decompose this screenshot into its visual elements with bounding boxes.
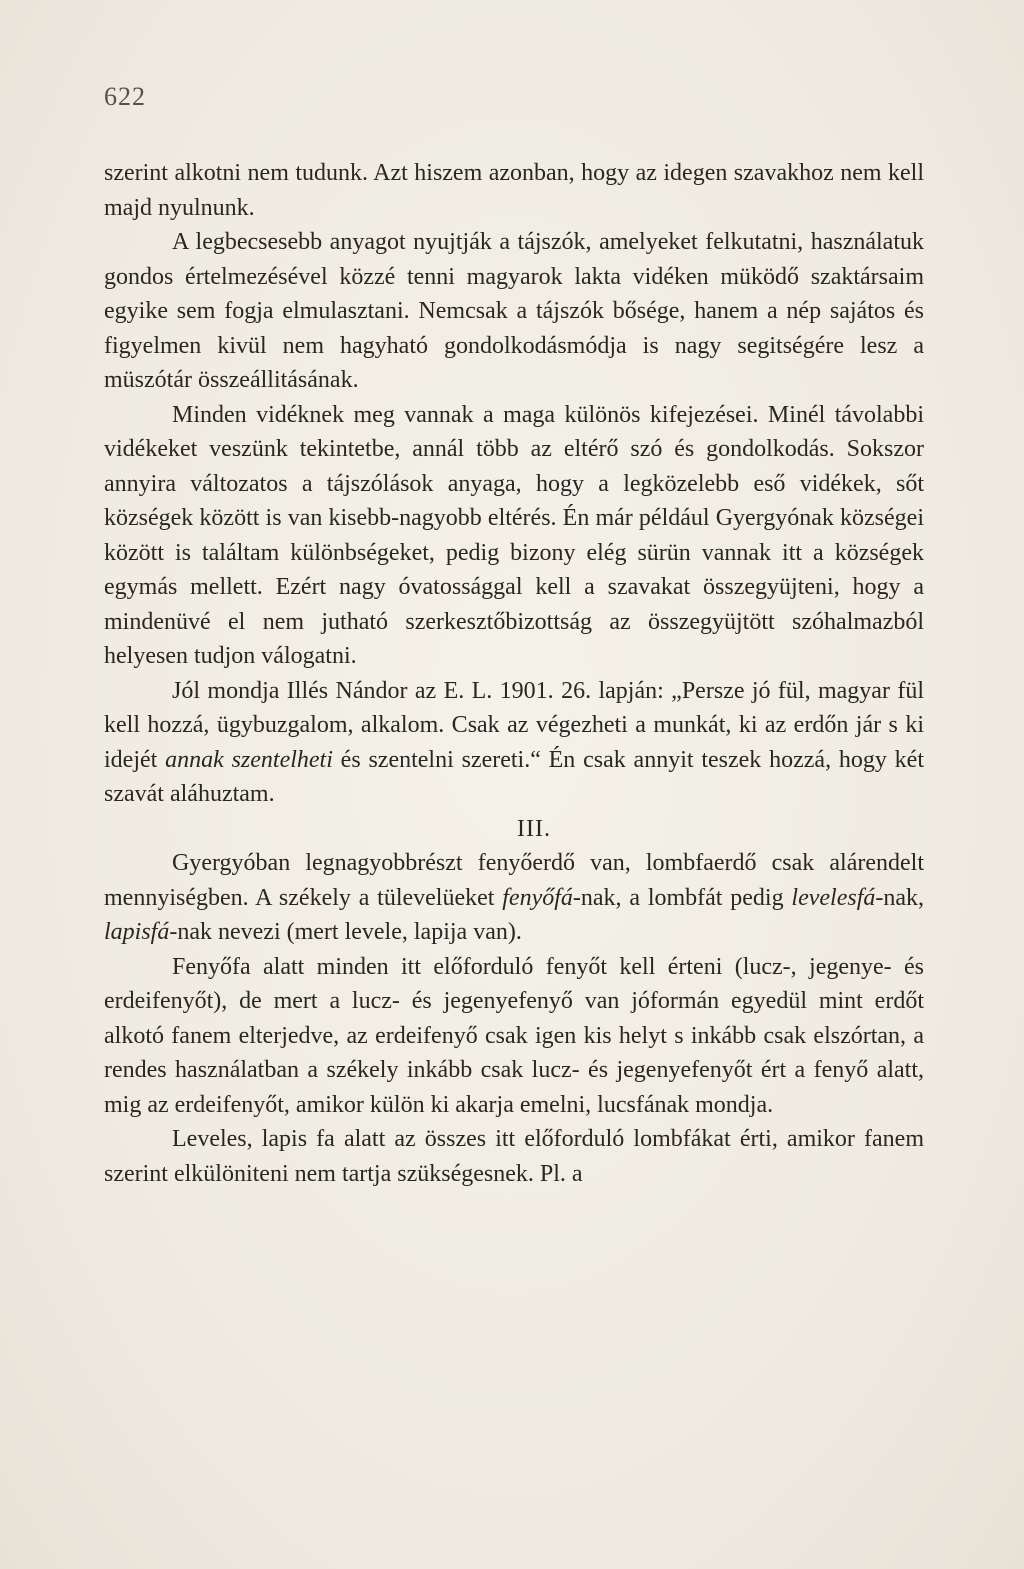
text-run: -nak nevezi (mert levele, lapija van). <box>169 919 522 945</box>
paragraph <box>104 674 924 812</box>
text-run: Leveles, lapis fa alatt az összes itt előforduló lombfákat érti, amikor fanem szerint elkülöniteni nem tartja szükségesnek. Pl. a <box>104 1126 924 1187</box>
paragraph <box>104 225 924 398</box>
text-run: A legbecsesebb anyagot nyujtják a tájszók, amelyeket felkutatni, használatuk gondos értelmezésével közzé tenni magyarok lakta vidéken müködő szaktársaim egyike sem fogja elmulasztani. Nemcsak a tájszók bősége, hanem a nép sajátos és figyelmen kivül nem hagyható gondolkodásmódja is nagy segitségére lesz a müszótár összeállitásának. <box>104 229 924 393</box>
italic-term: fenyőfá <box>502 884 573 911</box>
italic-term: annak szentelheti <box>165 746 333 773</box>
text-run: Gyergyóban legnagyobbrészt fenyőerdő van, lombfaerdő csak alárendelt mennyiségben. A székely a tülevelüeket <box>104 850 924 911</box>
paragraph <box>104 398 924 674</box>
page-number: 622 <box>104 82 146 111</box>
text-run: Minden vidéknek meg vannak a maga különös kifejezései. Minél távolabbi vidékeket veszünk tekintetbe, annál több az eltérő szó és gondolkodás. Sokszor annyira változatos a tájszólások anyaga, hogy a legközelebb eső vidékek, sőt községek között is van kisebb-nagyobb eltérés. Én már például Gyergyónak községei között is találtam különbségeket, pedig bizony elég sürün vannak itt a községek egymás mellett. Ezért nagy óvatossággal kell a szavakat összegyüjteni, hogy a mindenüvé el nem jutható szerkesztőbizottság az összegyüjtött szóhalmazból helyesen tudjon válogatni. <box>104 401 924 669</box>
paragraph <box>104 156 924 225</box>
paragraph <box>104 950 924 1123</box>
italic-term: levelesfá <box>791 884 876 911</box>
paragraph <box>104 1122 924 1191</box>
text-run: Fenyőfa alatt minden itt előforduló fenyőt kell érteni (lucz-, jegenye- és erdeifenyőt), de mert a lucz- és jegenyefenyő van jóformán egyedül mint erdőt alkotó fanem elterjedve, az erdeifenyő csak igen kis helyt s inkább csak elszórtan, a rendes használatban a székely inkább csak lucz- és jegenyefenyőt ért a fenyő alatt, mig az erdeifenyőt, amikor külön ki akarja emelni, lucsfának mondja. <box>104 953 924 1118</box>
text-run: szerint alkotni nem tudunk. Azt hiszem azonban, hogy az idegen szavakhoz nem kell majd nyulnunk. <box>104 160 924 221</box>
paragraph <box>104 846 924 950</box>
section-after-heading <box>104 846 924 1191</box>
text-run: és szentelni szereti.“ Én csak annyit teszek hozzá, hogy két szavát aláhuztam. <box>104 746 924 807</box>
text-run: -nak, a lombfát pedig <box>572 884 792 911</box>
text-run: Jól mondja Illés Nándor az E. L. 1901. 26. lapján: „Persze jó fül, magyar fül kell hozzá, ügybuzgalom, alkalom. Csak az végezheti a munkát, ki az erdőn jár s ki idejét <box>104 677 924 773</box>
body-text <box>104 156 924 1191</box>
text-run: -nak, <box>875 884 925 911</box>
italic-term: lapisfá <box>104 919 170 945</box>
section-heading: III. <box>517 815 551 842</box>
section-before-heading <box>104 156 924 812</box>
